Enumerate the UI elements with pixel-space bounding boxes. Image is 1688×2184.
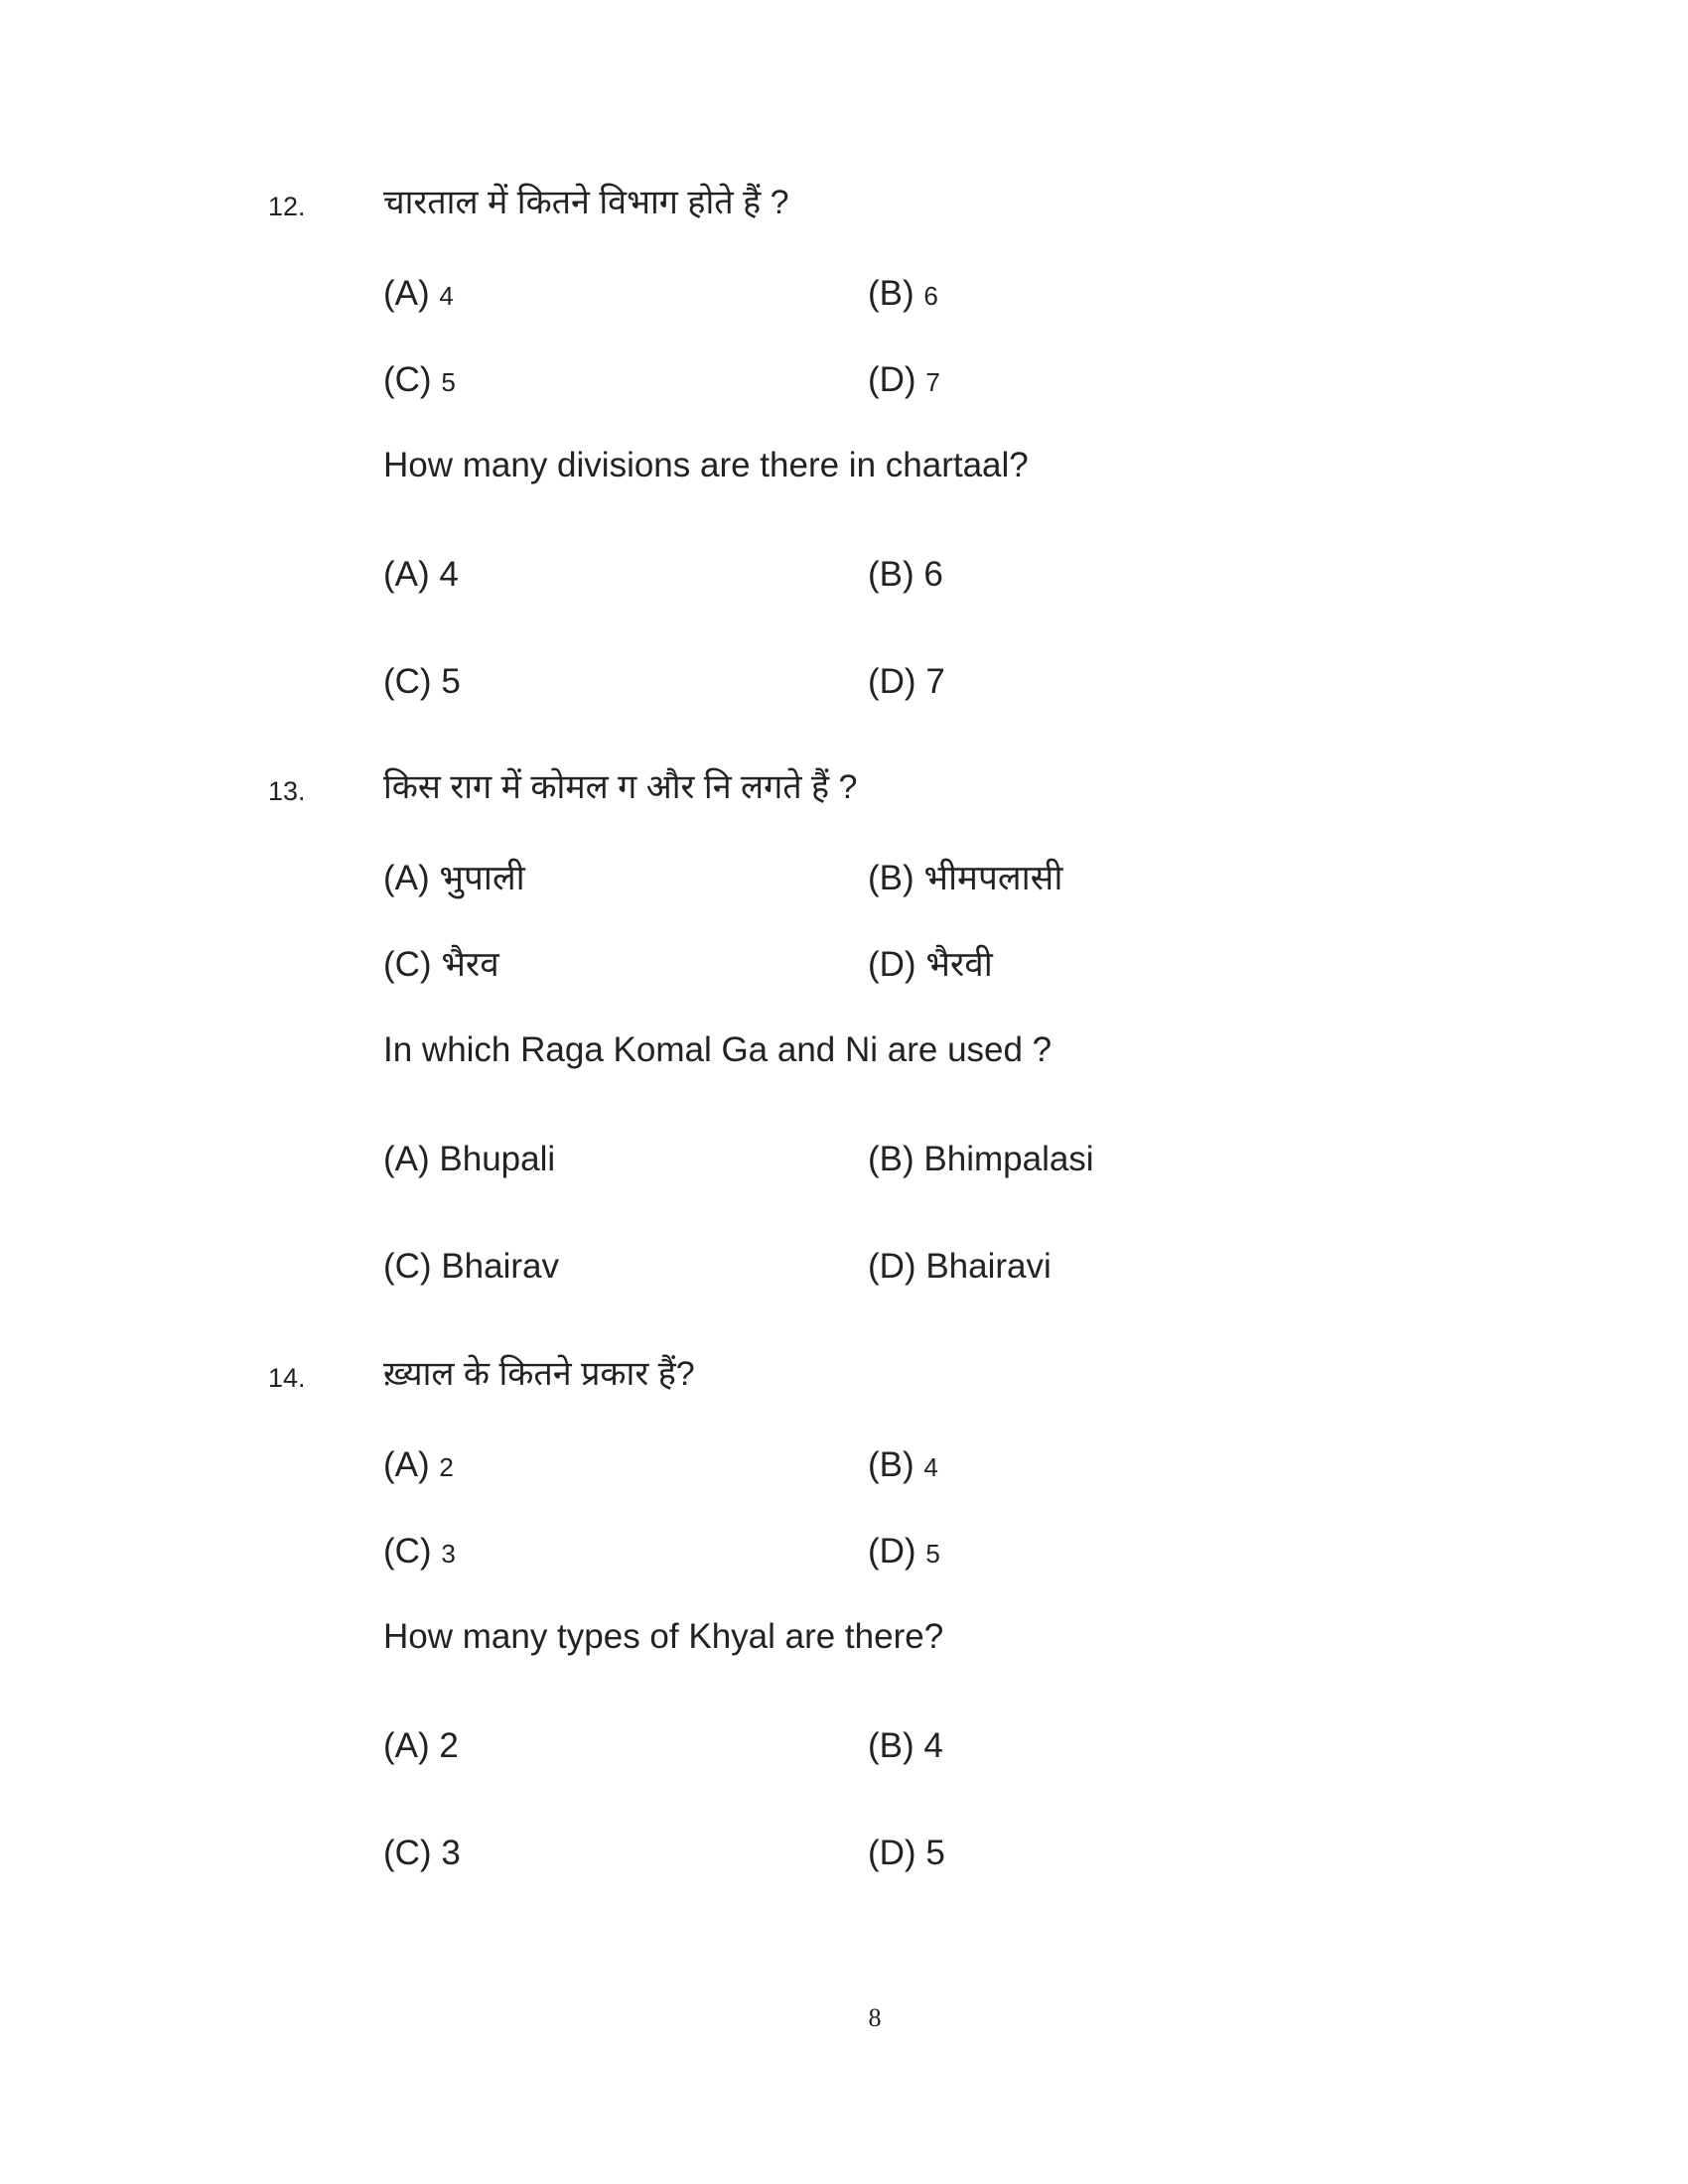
english-question-text: How many types of Khyal are there? (383, 1617, 944, 1656)
option-value: 4 (439, 281, 454, 311)
english-option (868, 660, 945, 704)
english-option (383, 660, 461, 704)
english-option (383, 1245, 559, 1289)
option-label: (D) (868, 360, 916, 399)
hindi-option (383, 857, 525, 900)
question-number: 13. (268, 776, 306, 806)
option-value: 7 (925, 367, 940, 397)
english-option (868, 1724, 943, 1768)
hindi-option (868, 943, 993, 987)
option-label: (A) (383, 1445, 430, 1484)
question-number: 14. (268, 1363, 306, 1393)
hindi-option (383, 943, 499, 987)
option-value: 5 (925, 1539, 940, 1569)
english-option (383, 1138, 555, 1181)
option-value: 4 (439, 555, 459, 594)
option-label: (B) (868, 1140, 914, 1178)
option-label: (B) (868, 859, 914, 897)
option-label: (B) (868, 1445, 914, 1484)
hindi-option (868, 1530, 940, 1573)
hindi-option (383, 1530, 456, 1573)
option-value: 4 (923, 1726, 943, 1765)
option-label: (A) (383, 1726, 430, 1765)
english-question-text: In which Raga Komal Ga and Ni are used ? (383, 1030, 1053, 1069)
option-value: 6 (923, 555, 943, 594)
option-label: (A) (383, 859, 430, 897)
option-label: (C) (383, 662, 432, 701)
option-value: भैरवी (925, 945, 993, 984)
question-number: 12. (268, 192, 306, 221)
option-label: (D) (868, 1247, 916, 1286)
english-option (383, 553, 459, 597)
english-option (383, 1832, 461, 1875)
option-label: (B) (868, 1726, 914, 1765)
hindi-option (868, 272, 938, 316)
option-label: (A) (383, 1140, 430, 1178)
option-value: 7 (925, 662, 945, 701)
option-label: (D) (868, 662, 916, 701)
option-label: (D) (868, 1532, 916, 1570)
option-value: 3 (441, 1834, 461, 1872)
option-value: 3 (441, 1539, 456, 1569)
option-value: Bhairavi (925, 1247, 1052, 1286)
hindi-question-text: किस राग में कोमल ग और नि लगते हैं ? (383, 768, 858, 806)
option-value: Bhupali (439, 1140, 556, 1178)
hindi-option (868, 358, 940, 402)
option-value: 4 (923, 1452, 938, 1482)
option-label: (D) (868, 1834, 916, 1872)
option-value: 2 (439, 1726, 459, 1765)
hindi-question-text: ख़्याल के कितने प्रकार हैं? (383, 1355, 695, 1393)
option-value: भीमपलासी (923, 859, 1063, 897)
option-label: (C) (383, 1532, 432, 1570)
english-option (868, 1138, 1094, 1181)
hindi-option (868, 1443, 938, 1487)
question-13 (0, 769, 1688, 1325)
hindi-option (383, 1443, 454, 1487)
question-12 (0, 185, 1688, 741)
option-label: (C) (383, 360, 432, 399)
hindi-option (383, 272, 454, 316)
option-label: (A) (383, 274, 430, 313)
option-label: (C) (383, 1247, 432, 1286)
option-label: (B) (868, 274, 914, 313)
english-option (868, 1245, 1052, 1289)
option-label: (B) (868, 555, 914, 594)
option-value: 5 (441, 662, 461, 701)
option-value: भैरव (441, 945, 499, 984)
english-question-text: How many divisions are there in chartaal? (383, 446, 1029, 484)
option-label: (C) (383, 1834, 432, 1872)
hindi-option (868, 857, 1062, 900)
option-label: (C) (383, 945, 432, 984)
english-option (868, 553, 943, 597)
english-option (868, 1832, 945, 1875)
hindi-option (383, 358, 456, 402)
option-value: Bhairav (441, 1247, 559, 1286)
option-label: (D) (868, 945, 916, 984)
option-value: भुपाली (439, 859, 525, 897)
option-value: 6 (923, 281, 938, 311)
option-label: (A) (383, 555, 430, 594)
option-value: 2 (439, 1452, 454, 1482)
option-value: Bhimpalasi (923, 1140, 1094, 1178)
hindi-question-text: चारताल में कितने विभाग होते हैं ? (383, 184, 789, 221)
question-14 (0, 1356, 1688, 1912)
option-value: 5 (441, 367, 456, 397)
english-option (383, 1724, 459, 1768)
option-value: 5 (925, 1834, 945, 1872)
page-number: 8 (868, 2003, 882, 2032)
